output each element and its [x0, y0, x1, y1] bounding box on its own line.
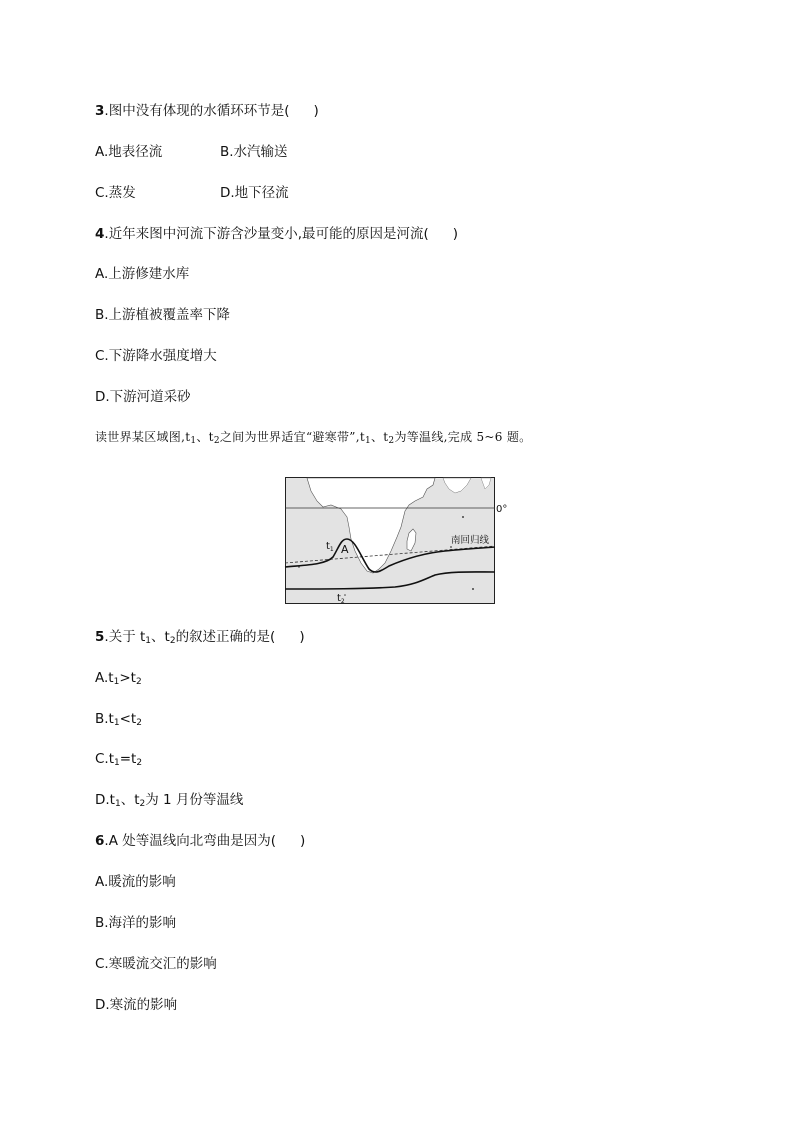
question-6-number: 6 [95, 833, 105, 849]
question-5-stem: 5.关于 $t_1$、$t_2$的叙述正确的是( ) [95, 629, 305, 646]
map-label-t2: $t_2$ [337, 593, 345, 605]
question-5-option-d: $D.t_1$、$t_2$为 1 月份等温线 [95, 792, 244, 809]
question-6-option-c: C.寒暖流交汇的影响 [95, 956, 217, 972]
question-3-option-d: D.地下径流 [220, 185, 289, 201]
passage-intro: 读世界某区域图$,t_1$、$t_2$之间为世界适宜“避寒带$”,t_1$、$t_2$为等温线,完成 5~6 题。 [95, 430, 532, 446]
question-3-number: 3 [95, 103, 105, 119]
map-label-t1: $t_1$ [326, 541, 334, 553]
question-6-stem [95, 832, 305, 850]
question-6-option-b: B.海洋的影响 [95, 915, 177, 931]
question-6-text: .A 处等温线向北弯曲是因为( [104, 833, 276, 849]
map-label-equator: 0° [496, 504, 508, 515]
region-map-figure [285, 477, 508, 605]
map-island [450, 546, 452, 548]
question-6-option-a: A.暖流的影响 [95, 874, 176, 890]
question-5-option-b: $B.t_1<t_2$ [95, 711, 142, 728]
question-3-text: .图中没有体现的水循环环节是( [104, 103, 290, 119]
question-3-option-c: C.蒸发 [95, 185, 136, 201]
question-4-option-d: D.下游河道采砂 [95, 389, 191, 405]
question-5-number: 5 [95, 629, 105, 645]
question-4-stem [95, 225, 458, 243]
question-3-stem [95, 102, 319, 120]
question-4-text: .近年来图中河流下游含沙量变小,最可能的原因是河流( [104, 226, 429, 242]
question-3-close: ) [313, 103, 319, 119]
map-island [462, 516, 464, 518]
question-4-option-a: A.上游修建水库 [95, 266, 190, 282]
question-4-number: 4 [95, 226, 105, 242]
question-4-option-c: C.下游降水强度增大 [95, 348, 217, 364]
map-island [472, 588, 474, 590]
question-3-option-b: B.水汽输送 [220, 144, 288, 160]
map-island [344, 594, 346, 596]
question-4-close: ) [452, 226, 459, 242]
question-3-option-a: A.地表径流 [95, 144, 163, 160]
map-label-a: A [341, 543, 349, 556]
map-label-tropic: 南回归线 [451, 535, 490, 546]
question-4-option-b: B.上游植被覆盖率下降 [95, 307, 231, 323]
question-5-option-a: $A.t_1>t_2$ [95, 670, 142, 687]
question-6-option-d: D.寒流的影响 [95, 997, 178, 1013]
question-6-close: ) [300, 833, 306, 849]
question-5-option-c: $C.t_1=t_2$ [95, 751, 143, 768]
